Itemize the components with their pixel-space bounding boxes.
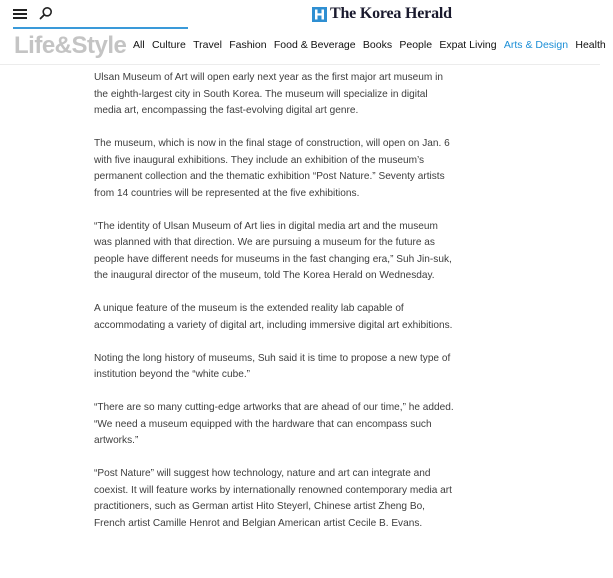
article-paragraph: Noting the long history of museums, Suh said it is time to propose a new type of institution beyond the “white cube.”: [94, 352, 451, 380]
nav-item-culture[interactable]: Culture: [151, 39, 186, 51]
article-paragraph: “Post Nature” will suggest how technology, nature and art can integrate and coexist. It will feature works by internationally renowned contemporary media art practitioners, such as German artist Hito Steyerl, Chinese artist Zheng Bo, French artist Camille Henrot and Belgian American artist Cecile B. Evans.: [94, 468, 452, 529]
nav-item-food-beverage[interactable]: Food & Beverage: [273, 39, 356, 51]
section-nav: [133, 39, 613, 51]
logo-mark-icon: [312, 7, 327, 22]
hamburger-menu-icon[interactable]: [13, 9, 27, 19]
nav-item-books[interactable]: Books: [362, 39, 393, 51]
section-title[interactable]: Life&Style: [14, 32, 127, 59]
article-paragraph: A unique feature of the museum is the extended reality lab capable of accommodating a variety of digital art, including immersive digital art exhibitions.: [94, 303, 453, 331]
article-body: [94, 70, 456, 549]
search-icon[interactable]: [39, 6, 53, 20]
nav-item-travel[interactable]: Travel: [193, 39, 222, 51]
section-divider: [0, 64, 600, 65]
nav-item-expat-living[interactable]: Expat Living: [439, 39, 497, 51]
article-paragraph: “There are so many cutting-edge artworks that are ahead of our time,” he added. “We need a museum equipped with the hardware that can encompass such artworks.”: [94, 402, 454, 446]
nav-item-arts-design[interactable]: Arts & Design: [503, 39, 569, 51]
site-logo[interactable]: [312, 4, 452, 24]
nav-item-fashion[interactable]: Fashion: [229, 39, 267, 51]
nav-item-all[interactable]: All: [133, 39, 145, 51]
article-paragraph: Ulsan Museum of Art will open early next year as the first major art museum in the eighth-largest city in South Korea. The museum will specialize in digital media art, encompassing the fast-evolving digital art genre.: [94, 72, 443, 116]
nav-item-people[interactable]: People: [399, 39, 433, 51]
section-bar: [0, 29, 606, 65]
article-paragraph: The museum, which is now in the final stage of construction, will open on Jan. 6 with five inaugural exhibitions. They include an exhibition of the museum’s permanent collection and the thematic exhibition “Post Nature.” Seventy artists from 14 countries will be represented at the five exhibitions.: [94, 138, 450, 199]
top-bar: [0, 0, 600, 26]
nav-item-health[interactable]: Health: [575, 39, 606, 51]
logo-text: The Korea Herald: [330, 5, 452, 22]
article-paragraph: “The identity of Ulsan Museum of Art lies in digital media art and the museum was planned with that direction. We are pursuing a museum for the future as people have different needs for museums in the fast changing era,” Suh Jin-suk, the inaugural director of the museum, told The Korea Herald on Wednesday.: [94, 220, 452, 281]
